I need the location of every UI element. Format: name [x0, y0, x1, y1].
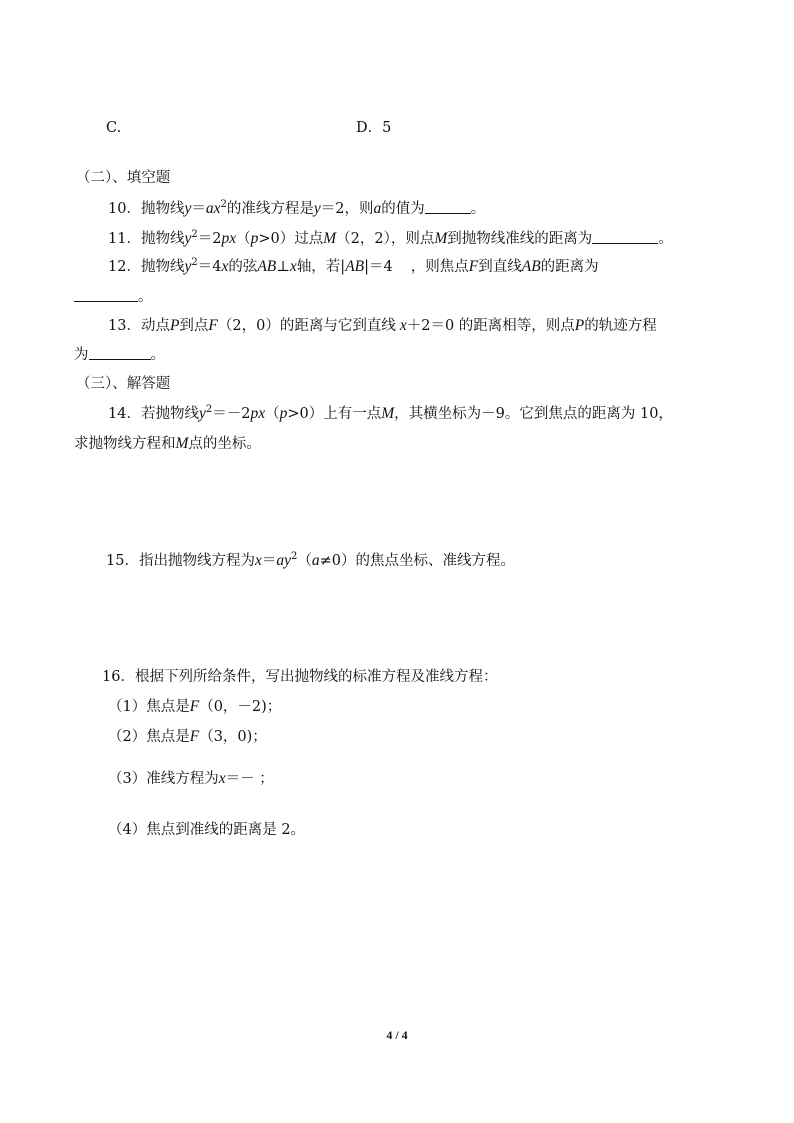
- question-number: 13．: [108, 318, 141, 334]
- option-c-label: C.: [106, 120, 122, 136]
- math-op: ＝－2: [212, 406, 251, 422]
- question-text: 的弦: [228, 259, 258, 275]
- question-text: 。: [150, 347, 165, 363]
- answer-blank[interactable]: [74, 287, 138, 302]
- math-var: x: [399, 317, 407, 334]
- question-text: 抛物线: [140, 231, 185, 247]
- math-exponent: 2: [290, 551, 298, 562]
- answer-blank[interactable]: [89, 345, 151, 360]
- math-var: a: [276, 552, 285, 569]
- question-15: [106, 551, 515, 571]
- question-text: |＝4: [364, 259, 393, 275]
- question-16-item-2: [108, 727, 267, 747]
- section-fill-blank-heading: （二）、填空题: [76, 170, 171, 186]
- question-14-continued: [74, 434, 261, 454]
- math-var: y: [184, 258, 192, 275]
- math-var: a: [373, 200, 382, 217]
- math-var: AB: [521, 258, 541, 275]
- question-text: 的轨迹方程: [584, 318, 657, 334]
- question-text: 若抛物线: [140, 406, 199, 422]
- page-number: 4 / 4: [386, 1028, 408, 1042]
- question-text: （: [236, 231, 251, 247]
- math-var: F: [208, 317, 218, 334]
- question-text: >0）上有一点: [287, 406, 382, 422]
- section-solve-heading: （三）、解答题: [76, 376, 171, 392]
- question-text: 。: [658, 231, 673, 247]
- math-var: y: [184, 200, 192, 217]
- question-text: （2）焦点是: [108, 729, 190, 745]
- math-var: M: [175, 435, 189, 452]
- math-var: x: [289, 258, 297, 275]
- answer-blank[interactable]: [425, 199, 471, 214]
- question-text: （: [297, 553, 312, 569]
- question-16-item-3: [108, 769, 274, 789]
- question-number: 12．: [108, 259, 141, 275]
- math-var: px: [221, 230, 237, 247]
- question-text: 到抛物线准线的距离为: [447, 231, 593, 247]
- question-number: 10．: [108, 201, 141, 217]
- question-number: 16．: [102, 669, 135, 685]
- math-op: ＝: [191, 201, 206, 217]
- math-op: ＝4: [197, 259, 222, 275]
- question-12: [108, 257, 599, 277]
- question-text: ＝－ ；: [225, 771, 274, 787]
- question-12-continued: [74, 287, 153, 307]
- question-text: >0）过点: [258, 231, 324, 247]
- question-text: 指出抛物线方程为: [138, 553, 255, 569]
- question-13-continued: [74, 345, 165, 365]
- question-16-item-4: （4）焦点到准线的距离是 2。: [108, 822, 306, 838]
- answer-blank[interactable]: [592, 229, 658, 244]
- math-var: M: [323, 230, 337, 247]
- math-var: P: [574, 317, 585, 334]
- math-op: ＝: [261, 553, 277, 569]
- math-var: AB: [345, 258, 365, 275]
- math-var: F: [189, 698, 200, 715]
- math-var: y: [313, 200, 321, 217]
- math-var: F: [189, 728, 200, 745]
- question-text: 点的坐标。: [188, 436, 261, 452]
- math-var: x: [221, 258, 229, 275]
- question-text: 的距离为: [540, 259, 599, 275]
- math-var: x: [254, 552, 262, 569]
- question-text: （2，0）的距离与它到直线: [217, 318, 396, 334]
- question-text: 为: [74, 347, 89, 363]
- question-16: [102, 667, 497, 687]
- math-exponent: 2: [191, 229, 198, 240]
- question-text: 的值为: [381, 201, 425, 217]
- math-var: AB: [257, 258, 277, 275]
- question-text: 轴，若|: [296, 259, 346, 275]
- math-exponent: 2: [220, 199, 227, 210]
- math-var: a: [311, 552, 320, 569]
- math-var: F: [468, 258, 479, 275]
- question-number: 14．: [108, 406, 141, 422]
- question-text: （0，－2)；: [199, 699, 282, 715]
- math-var: x: [213, 200, 221, 217]
- question-13: [108, 316, 657, 336]
- math-var: y: [198, 405, 206, 422]
- math-op: ＝2: [197, 231, 222, 247]
- question-text: 动点: [140, 318, 170, 334]
- option-c: [106, 118, 121, 138]
- math-exponent: 2: [191, 257, 198, 268]
- math-var: px: [250, 405, 266, 422]
- question-text: 。: [138, 289, 153, 305]
- question-text: 到直线: [478, 259, 522, 275]
- question-text: （2，2），则点: [336, 231, 435, 247]
- question-text: 到点: [179, 318, 209, 334]
- question-number: 15．: [106, 553, 139, 569]
- question-text: 抛物线: [140, 259, 185, 275]
- question-text: ≠0）的焦点坐标、准线方程。: [319, 553, 515, 569]
- math-exponent: 2: [205, 404, 213, 415]
- math-var: M: [434, 230, 448, 247]
- question-10: [108, 199, 485, 219]
- question-number: 11．: [108, 231, 141, 247]
- math-var: x: [218, 770, 226, 787]
- question-text: ＋2＝0 的距离相等，则点: [406, 318, 575, 334]
- question-text: 的准线方程是: [226, 201, 314, 217]
- question-text: ，则焦点: [410, 259, 469, 275]
- question-14: [108, 404, 673, 424]
- math-var: y: [284, 552, 291, 569]
- math-var: M: [381, 405, 395, 422]
- math-var: p: [279, 405, 288, 422]
- math-var: y: [184, 230, 192, 247]
- math-var: p: [250, 230, 259, 247]
- question-text: 抛物线: [140, 201, 185, 217]
- question-16-item-1: [108, 697, 281, 717]
- option-d: [356, 118, 391, 138]
- option-d-label: D．5: [356, 120, 392, 136]
- math-var: P: [169, 317, 180, 334]
- question-text: ＝2，则: [320, 201, 374, 217]
- question-text: （3，0)；: [199, 729, 267, 745]
- question-text: ，其横坐标为－9。它到焦点的距离为 10，: [394, 406, 673, 422]
- question-text: 。: [470, 201, 486, 217]
- question-text: 根据下列所给条件，写出抛物线的标准方程及准线方程：: [134, 669, 498, 685]
- math-op: ⊥: [276, 259, 290, 275]
- question-text: （: [265, 406, 280, 422]
- question-text: 求抛物线方程和: [74, 436, 176, 452]
- question-11: [108, 229, 673, 249]
- question-text: （1）焦点是: [108, 699, 190, 715]
- math-var: a: [205, 200, 214, 217]
- question-text: （3）准线方程为: [108, 771, 219, 787]
